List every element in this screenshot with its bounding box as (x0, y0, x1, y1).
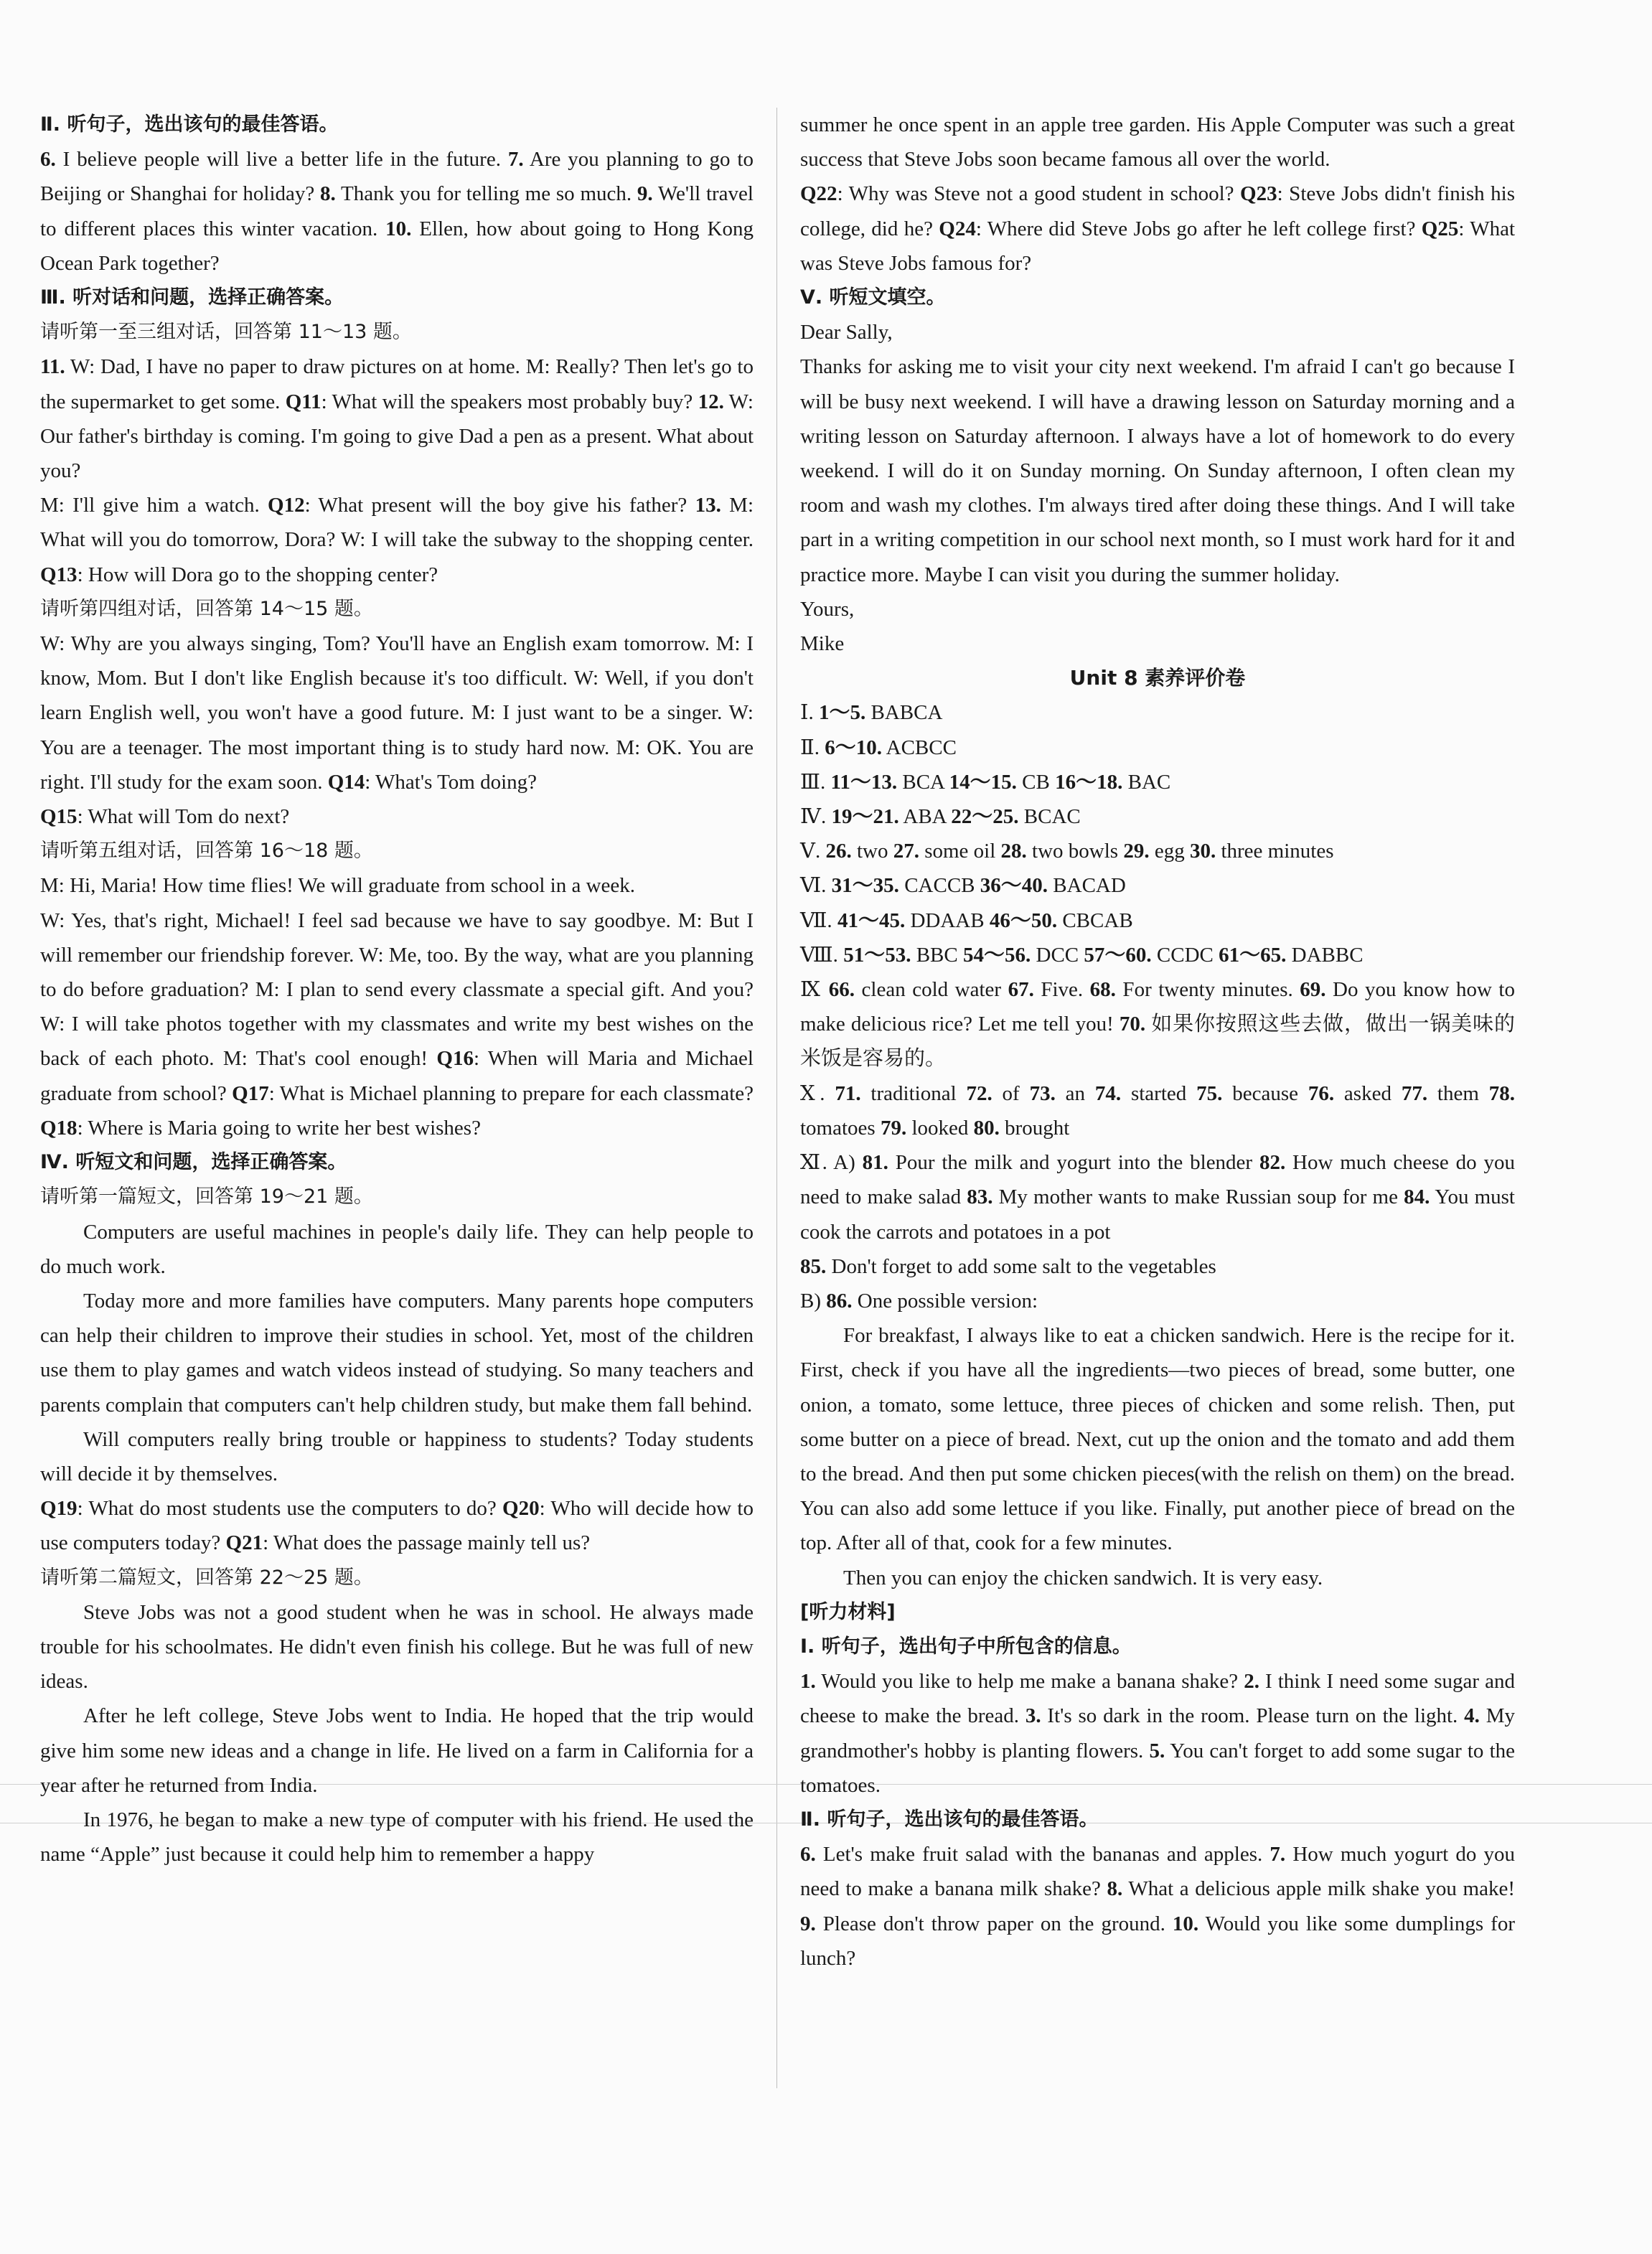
section-heading: [听力材料] (800, 1600, 896, 1623)
indented-paragraph: Steve Jobs was not a good student when he was in school. He always made trouble for his schoolmates. He didn't even finish his college. But he was full of new ideas. (40, 1600, 754, 1694)
section-heading: Ⅰ. 听句子，选出句子中所包含的信息。 (800, 1635, 1132, 1658)
section-heading: Ⅱ. 听句子，选出该句的最佳答语。 (800, 1808, 1099, 1831)
paragraph: Q15: What will Tom do next? (40, 805, 290, 829)
section-heading: Ⅴ. 听短文填空。 (800, 286, 946, 309)
instruction-text: 请听第一篇短文，回答第 19～21 题。 (40, 1185, 373, 1208)
right-column (800, 108, 1515, 1976)
section-heading: Ⅳ. 听短文和问题，选择正确答案。 (40, 1151, 347, 1174)
paragraph: 1. Would you like to help me make a banana shake? 2. I think I need some sugar and cheese to make the bread. 3. It's so dark in the room. Please turn on the light. 4. My grandmother's hobby is planting flowers. 5. You can't forget to add some sugar to the tomatoes. (800, 1670, 1516, 1797)
paragraph: 6. Let's make fruit salad with the bananas and apples. 7. How much yogurt do you need to make a banana milk shake? 8. What a delicious apple milk shake you make! 9. Please don't throw paper on the ground. 10. Would you like some dumplings for lunch? (800, 1843, 1516, 1970)
paragraph: Ⅳ. 19～21. ABA 22～25. BCAC (800, 805, 1081, 829)
paragraph: W: Why are you always singing, Tom? You'll have an English exam tomorrow. M: I know, Mom. But I don't like English because it's too difficult. W: Well, if you don't learn English well, you won't have a good future. M: I just want to be a singer. W: You are a teenager. The most important thing is to study hard now. M: OK. You are right. I'll study for the exam soon. Q14: What's Tom doing? (40, 632, 754, 794)
unit-title: Unit 8 素养评价卷 (1069, 666, 1246, 690)
paragraph: W: Yes, that's right, Michael! I feel sad because we have to say goodbye. M: But I will remember our friendship forever. W: Me, too. By the way, what are you planning to do before graduation? M: I plan to send every classmate a special gift. And you? W: I will take photos together with my classmates and write my best wishes on the back of each photo. M: That's cool enough! Q16: When will Maria and Michael graduate from school? Q17: What is Michael planning to prepare for each classmate? Q18: Where is Maria going to write her best wishes? (40, 908, 754, 1140)
instruction-text: 请听第二篇短文，回答第 22～25 题。 (40, 1566, 373, 1589)
section-heading: Ⅱ. 听句子，选出该句的最佳答语。 (40, 113, 339, 136)
instruction-text: 请听第四组对话，回答第 14～15 题。 (40, 597, 373, 620)
paragraph: Ⅵ. 31～35. CACCB 36～40. BACAD (800, 874, 1126, 898)
indented-paragraph: In 1976, he began to make a new type of computer with his friend. He used the name “Apple” just because it could help him to remember a happy (40, 1808, 754, 1866)
indented-paragraph: Then you can enjoy the chicken sandwich. It is very easy. (843, 1566, 1323, 1589)
paragraph: Thanks for asking me to visit your city next weekend. I'm afraid I can't go because I will be busy next weekend. I will have a drawing lesson on Saturday morning and a writing lesson on Saturday afternoon. I always have a lot of homework to do every weekend. I will do it on Sunday morning. On Sunday afternoon, I often clean my room and wash my clothes. I'm always tired after doing these things. And I will take part in a writing competition in our school next month, so I must work hard for it and practice more. Maybe I can visit you during the summer holiday. (800, 355, 1515, 586)
instruction-text: 请听第一至三组对话，回答第 11～13 题。 (40, 321, 412, 344)
indented-paragraph: After he left college, Steve Jobs went to India. He hoped that the trip would give him some new ideas and a change in life. He lived on a farm in California for a year after he returned from India. (40, 1704, 754, 1797)
indented-paragraph: Computers are useful machines in people's daily life. They can help people to do much work. (40, 1220, 754, 1278)
paragraph: Yours, (800, 597, 855, 621)
paragraph: M: I'll give him a watch. Q12: What present will the boy give his father? 13. M: What will you do tomorrow, Dora? W: I will take the subway to the shopping center. Q13: How will Dora go to the shopping center? (40, 494, 754, 586)
paragraph: B) 86. One possible version: (800, 1289, 1038, 1313)
indented-paragraph: Today more and more families have computers. Many parents hope computers can help their children to improve their studies in school. Yet, most of the children use them to play games and watch videos instead of studying. So many teachers and parents complain that computers can't help children study, but make them fall behind. (40, 1289, 754, 1417)
paragraph: Ⅸ 66. clean cold water 67. Five. 68. For twenty minutes. 69. Do you know how to make delicious rice? Let me tell you! 70. 如果你按照这些去做，做出一锅美味的米饭是容易的。 (800, 978, 1515, 1071)
paragraph: Ⅺ. A) 81. Pour the milk and yogurt into the blender 82. How much cheese do you need to make salad 83. My mother wants to make Russian soup for me 84. You must cook the carrots and potatoes in a pot (800, 1151, 1515, 1244)
indented-paragraph: For breakfast, I always like to eat a chicken sandwich. Here is the recipe for it. First, check if you have all the ingredients—two pieces of bread, some butter, one onion, a tomato, some lettuce, three pieces of chicken and some relish. Then, put some butter on a piece of bread. Next, cut up the onion and the tomato and add them to the bread. And then put some chicken pieces(with the relish on them) on the bread. You can also add some lettuce if you like. Finally, put another piece of bread on the top. After all of that, cook for a few minutes. (800, 1324, 1515, 1555)
section-heading: Ⅲ. 听对话和问题，选择正确答案。 (40, 286, 344, 309)
paragraph: 6. I believe people will live a better life in the future. 7. Are you planning to go to Beijing or Shanghai for holiday? 8. Thank you for telling me so much. 9. We'll travel to different places this winter vacation. 10. Ellen, how about going to Hong Kong Ocean Park together? (40, 148, 754, 275)
column-divider (776, 108, 777, 2088)
paragraph: Q19: What do most students use the computers to do? Q20: Who will decide how to use computers today? Q21: What does the passage mainly tell us? (40, 1497, 754, 1555)
paragraph: Ⅹ. 71. traditional 72. of 73. an 74. started 75. because 76. asked 77. them 78. tomatoes 79. looked 80. brought (800, 1081, 1515, 1140)
paragraph: 11. W: Dad, I have no paper to draw pictures on at home. M: Really? Then let's go to the supermarket to get some. Q11: What will the speakers most probably buy? 12. W: Our father's birthday is coming. I'm going to give Dad a pen as a present. What about you? (40, 355, 754, 483)
paragraph: Ⅶ. 41～45. DDAAB 46～50. CBCAB (800, 908, 1133, 932)
paragraph: Ⅱ. 6～10. ACBCC (800, 736, 957, 759)
left-column (40, 108, 754, 1872)
paragraph: Mike (800, 632, 845, 656)
paragraph: summer he once spent in an apple tree garden. His Apple Computer was such a great success that Steve Jobs soon became famous all over the world. (800, 113, 1515, 172)
paragraph: Ⅲ. 11～13. BCA 14～15. CB 16～18. BAC (800, 770, 1171, 794)
paragraph: Dear Sally, (800, 321, 893, 344)
indented-paragraph: Will computers really bring trouble or happiness to students? Today students will decide it by themselves. (40, 1427, 754, 1485)
instruction-text: 请听第五组对话，回答第 16～18 题。 (40, 840, 373, 863)
paragraph: 85. Don't forget to add some salt to the vegetables (800, 1254, 1216, 1278)
paragraph: Ⅴ. 26. two 27. some oil 28. two bowls 29. egg 30. three minutes (800, 840, 1334, 863)
paragraph: Ⅰ. 1～5. BABCA (800, 701, 943, 725)
paragraph: Q22: Why was Steve not a good student in school? Q23: Steve Jobs didn't finish his college, did he? Q24: Where did Steve Jobs go after he left college first? Q25: What was Steve Jobs famous for? (800, 182, 1516, 275)
paragraph: M: Hi, Maria! How time flies! We will graduate from school in a week. (40, 874, 636, 898)
paragraph: Ⅷ. 51～53. BBC 54～56. DCC 57～60. CCDC 61～65. DABBC (800, 943, 1364, 967)
